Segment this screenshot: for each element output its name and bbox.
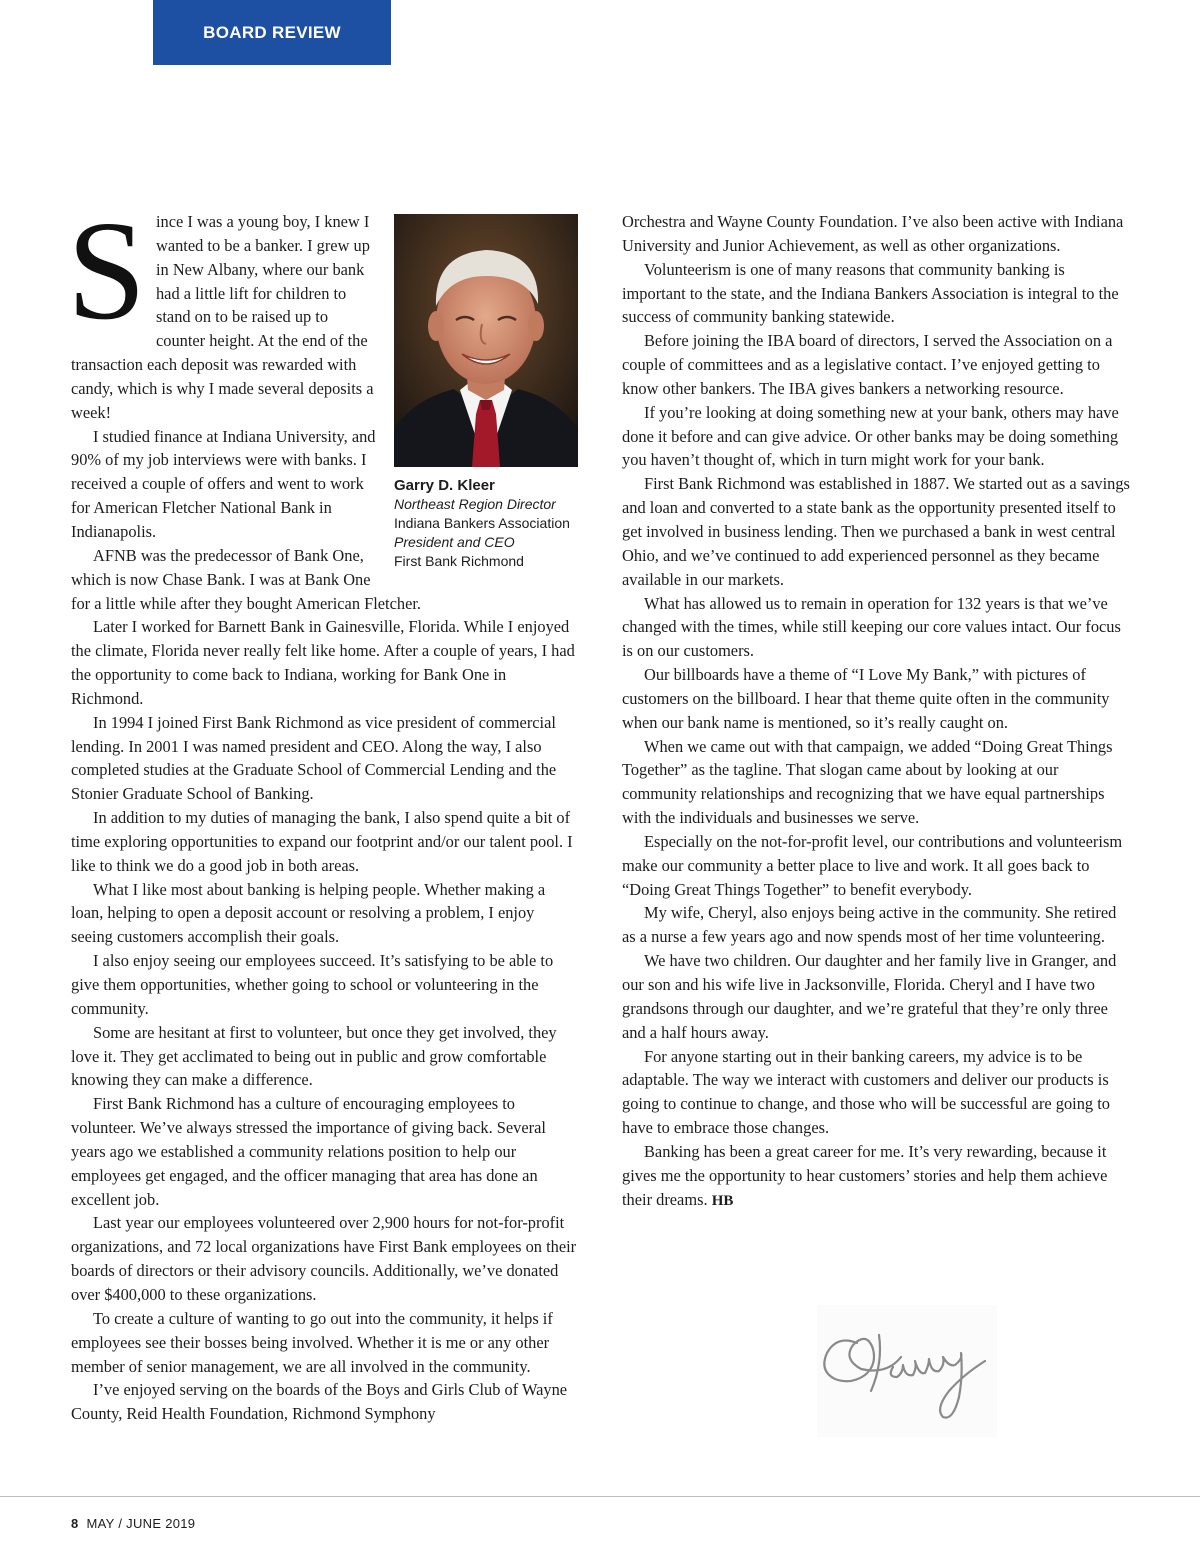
profile-title-1: Northeast Region Director <box>394 496 556 512</box>
page-footer <box>71 1516 195 1531</box>
article-paragraph: I also enjoy seeing our employees succeed. It’s satisfying to be able to give them opportunities, whether going to school or volunteering in the community. <box>71 951 554 1018</box>
article-paragraph: In 1994 I joined First Bank Richmond as vice president of commercial lending. In 2001 I was named president and CEO. Along the way, I also completed studies at the Graduate School of Commercial Lending and the Stonier Graduate School of Banking. <box>71 712 557 804</box>
profile-title-2: President and CEO <box>394 534 515 550</box>
signature-image <box>817 1305 997 1437</box>
drop-cap: S <box>67 191 146 349</box>
profile-org-1: Indiana Bankers Association <box>394 515 570 531</box>
profile-name: Garry D. Kleer <box>394 477 495 494</box>
section-tab: BOARD REVIEW <box>153 0 391 65</box>
article-paragraph: I studied finance at Indiana University, and 90% of my job interviews were with banks. I received a couple of offers and went to work for American Fletcher National Bank in Indianapolis. <box>71 426 376 541</box>
end-mark: HB <box>711 1192 734 1209</box>
article-paragraph: We have two children. Our daughter and her family live in Granger, and our son and his wife live in Jacksonville, Florida. Cheryl and I have two grandsons through our daughter, and we’re grateful that they’re only three and a half hours away. <box>622 951 1117 1042</box>
article-paragraph: What has allowed us to remain in operation for 132 years is that we’ve changed with the times, while still keeping our core values intact. Our focus is on our customers. <box>622 593 1121 661</box>
article-paragraph: Our billboards have a theme of “I Love My Bank,” with pictures of customers on the billboard. I hear that theme quite often in the community when our bank name is mentioned, so it’s really caught on. <box>622 665 1110 732</box>
article-paragraph: Volunteerism is one of many reasons that community banking is important to the state, and the Indiana Bankers Association is integral to the success of community banking statewide. <box>622 259 1119 327</box>
issue-date: MAY / JUNE 2019 <box>86 1516 196 1531</box>
portrait-photo <box>394 214 578 467</box>
article-paragraph: To create a culture of wanting to go out into the community, it helps if employees see their bosses being involved. Whether it is me or any other member of senior management, we are all involved in the community. <box>71 1308 553 1376</box>
article-paragraph: When we came out with that campaign, we added “Doing Great Things Together” as the tagline. That slogan came about by looking at our community relationships and recognizing that we have equal partnerships with the individuals and businesses we serve. <box>622 736 1113 828</box>
profile-box <box>394 214 580 571</box>
article-paragraph: My wife, Cheryl, also enjoys being active in the community. She retired as a nurse a few years ago and now spends most of her time volunteering. <box>622 903 1117 947</box>
article-paragraph: Since I was a young boy, I knew I wanted to be a banker. I grew up in New Albany, where our bank had a little lift for children to stand on to be raised up to counter height. At the end of the transaction each deposit was rewarded with candy, which is why I made several deposits a week! <box>67 191 374 422</box>
article-paragraph: First Bank Richmond has a culture of encouraging employees to volunteer. We’ve always stressed the importance of giving back. Several years ago we established a community relations position to help our employees get engaged, and the officer managing that area has done an excellent job. <box>71 1094 546 1209</box>
article-paragraph: Especially on the not-for-profit level, our contributions and volunteerism make our community a better place to live and work. It all goes back to “Doing Great Things Together” to benefit everybody. <box>622 831 1123 899</box>
article-paragraph: AFNB was the predecessor of Bank One, which is now Chase Bank. I was at Bank One for a little while after they bought American Fletcher. <box>71 545 422 613</box>
article-paragraph: For anyone starting out in their banking careers, my advice is to be adaptable. The way we interact with customers and deliver our products is going to continue to change, and those who will be successful are going to have to embrace those changes. <box>622 1046 1110 1138</box>
article-paragraph: Some are hesitant at first to volunteer, but once they get involved, they love it. They get acclimated to being out in public and grow comfortable knowing they can make a difference. <box>71 1022 557 1090</box>
profile-caption <box>394 476 580 571</box>
article-paragraph: If you’re looking at doing something new at your bank, others may have done it before and can give advice. Or other banks may be doing something you haven’t thought of, which in turn might work for your bank. <box>622 402 1119 470</box>
article-paragraph: Banking has been a great career for me. It’s very rewarding, because it gives me the opportunity to hear customers’ stories and help them achieve their dreams. HB <box>622 1141 1108 1209</box>
article-right-column <box>622 210 1130 1213</box>
article-paragraph: Before joining the IBA board of directors, I served the Association on a couple of committees and as a legislative contact. I’ve enjoyed getting to know other bankers. The IBA gives bankers a networking resource. <box>622 331 1113 398</box>
article-paragraph: Later I worked for Barnett Bank in Gainesville, Florida. While I enjoyed the climate, Florida never really felt like home. After a couple of years, I had the opportunity to come back to Indiana, working for Bank One in Richmond. <box>71 617 575 708</box>
article-paragraph: First Bank Richmond was established in 1887. We started out as a savings and loan and converted to a state bank as the opportunity presented itself to get involved in business lending. Then we purchased a bank in west central Ohio, and we’ve continued to add experienced personnel as they became available in our markets. <box>622 474 1130 589</box>
footer-rule <box>0 1496 1200 1497</box>
profile-org-2: First Bank Richmond <box>394 553 524 569</box>
article-paragraph: Orchestra and Wayne County Foundation. I’ve also been active with Indiana University and Junior Achievement, as well as other organizations. <box>622 212 1124 255</box>
article-left-column <box>67 191 579 1426</box>
article-paragraph: Last year our employees volunteered over 2,900 hours for not-for-profit organizations, and 72 local organizations have First Bank employees on their boards of directors or their advisory councils. Additionally, we’ve donated over $400,000 to these organizations. <box>71 1213 577 1304</box>
page-number: 8 <box>71 1516 79 1531</box>
article-paragraph: What I like most about banking is helping people. Whether making a loan, helping to open a deposit account or resolving a problem, I enjoy seeing customers accomplish their goals. <box>71 879 546 947</box>
article-paragraph: In addition to my duties of managing the bank, I also spend quite a bit of time exploring opportunities to expand our footprint and/or our talent pool. I like to think we do a good job in both areas. <box>71 808 573 875</box>
article-paragraph: I’ve enjoyed serving on the boards of the Boys and Girls Club of Wayne County, Reid Health Foundation, Richmond Symphony <box>71 1380 568 1424</box>
